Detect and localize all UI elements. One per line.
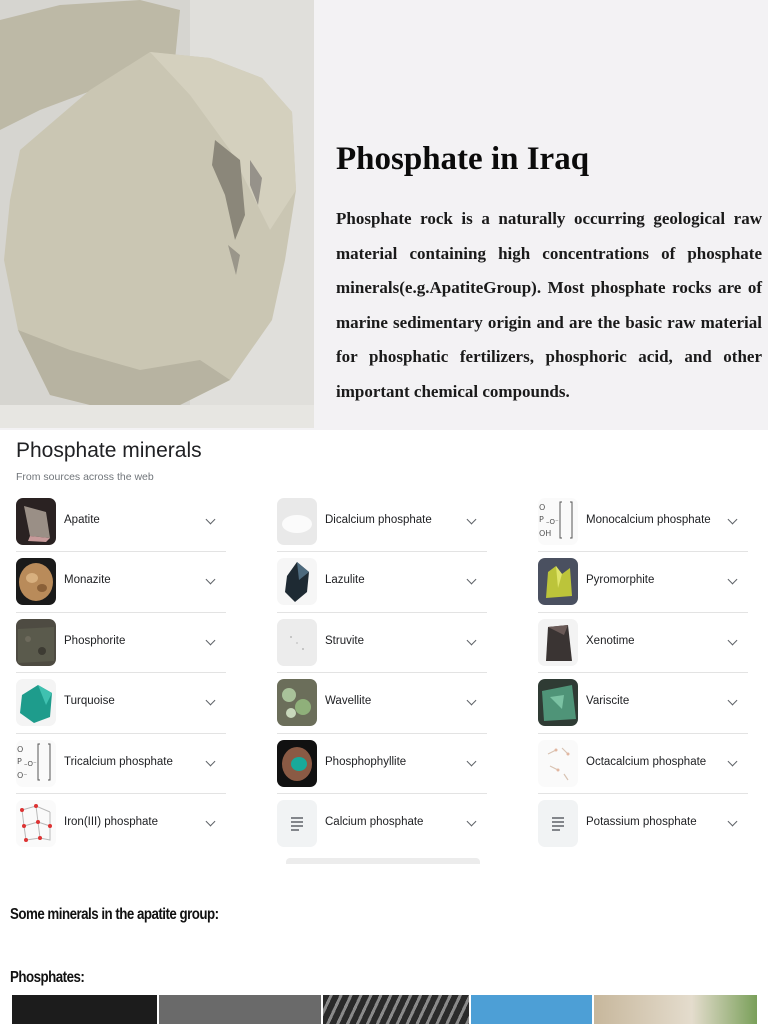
chevron-down-icon[interactable] bbox=[206, 817, 216, 827]
mineral-item[interactable] bbox=[538, 734, 748, 794]
mineral-grid bbox=[16, 492, 750, 852]
chevron-down-icon[interactable] bbox=[467, 515, 477, 525]
phosphate-photo bbox=[323, 995, 469, 1024]
mineral-label: Phosphorite bbox=[64, 634, 126, 647]
mineral-item[interactable] bbox=[538, 794, 748, 854]
rock-illustration bbox=[0, 0, 314, 428]
xenotime-thumbnail bbox=[538, 619, 578, 666]
show-more-bar[interactable] bbox=[286, 858, 480, 864]
mineral-item[interactable] bbox=[277, 613, 487, 673]
phosphorite-thumbnail bbox=[16, 619, 56, 666]
mineral-item[interactable] bbox=[538, 673, 748, 733]
variscite-thumbnail bbox=[538, 679, 578, 726]
tricalcium-phosphate-structure-icon bbox=[16, 740, 56, 787]
mineral-item[interactable] bbox=[538, 552, 748, 612]
hero-text bbox=[336, 138, 762, 409]
svg-text:–O⁻: –O⁻ bbox=[546, 518, 559, 526]
mineral-item[interactable] bbox=[538, 492, 748, 552]
mineral-column-3 bbox=[538, 492, 748, 854]
svg-text:O⁻: O⁻ bbox=[17, 770, 28, 780]
svg-text:–O⁻: –O⁻ bbox=[24, 759, 37, 768]
document-icon bbox=[538, 800, 578, 847]
mineral-label: Octacalcium phosphate bbox=[586, 755, 707, 768]
panel-subtitle: From sources across the web bbox=[16, 471, 154, 483]
mineral-label: Turquoise bbox=[64, 695, 115, 708]
chevron-down-icon[interactable] bbox=[467, 817, 477, 827]
mineral-item[interactable] bbox=[277, 794, 487, 854]
document-icon bbox=[277, 800, 317, 847]
mineral-label: Struvite bbox=[325, 634, 364, 647]
mineral-column-2 bbox=[277, 492, 487, 854]
phosphate-photo bbox=[471, 995, 592, 1024]
pyromorphite-thumbnail bbox=[538, 558, 578, 605]
mineral-label: Tricalcium phosphate bbox=[64, 755, 173, 768]
phosphate-photo-strip bbox=[12, 995, 757, 1024]
mineral-item[interactable] bbox=[277, 552, 487, 612]
phosphate-photo bbox=[159, 995, 321, 1024]
page-title: Phosphate in Iraq bbox=[336, 141, 590, 177]
chevron-down-icon[interactable] bbox=[728, 635, 738, 645]
chevron-down-icon[interactable] bbox=[728, 696, 738, 706]
iron-phosphate-lattice-icon bbox=[16, 800, 56, 847]
mineral-item[interactable] bbox=[16, 794, 226, 854]
mineral-label: Pyromorphite bbox=[586, 574, 655, 587]
chevron-down-icon[interactable] bbox=[467, 635, 477, 645]
mineral-item[interactable] bbox=[16, 492, 226, 552]
chevron-down-icon[interactable] bbox=[206, 575, 216, 585]
hero-section bbox=[0, 0, 768, 430]
mineral-label: Wavellite bbox=[325, 695, 372, 708]
phosphate-photo bbox=[12, 995, 157, 1024]
mineral-label: Calcium phosphate bbox=[325, 815, 424, 828]
monazite-thumbnail bbox=[16, 558, 56, 605]
mineral-item[interactable] bbox=[16, 734, 226, 794]
dicalcium-phosphate-thumbnail bbox=[277, 498, 317, 545]
chevron-down-icon[interactable] bbox=[206, 696, 216, 706]
monocalcium-phosphate-structure-icon bbox=[538, 498, 578, 545]
svg-text:OH: OH bbox=[539, 529, 552, 538]
chevron-down-icon[interactable] bbox=[728, 575, 738, 585]
hero-description: Phosphate rock is a naturally occurring geological raw material containing high concentrations of phosphate minerals(e.g.ApatiteGroup). Most phosphate rocks are of marine sedimentary origin and are the basic raw material for phosphatic fertilizers, phosphoric acid, and other important chemical compounds. bbox=[336, 209, 762, 401]
mineral-item[interactable] bbox=[16, 673, 226, 733]
mineral-label: Xenotime bbox=[586, 634, 635, 647]
mineral-label: Monazite bbox=[64, 574, 111, 587]
mineral-label: Iron(III) phosphate bbox=[64, 815, 158, 828]
mineral-label: Phosphophyllite bbox=[325, 755, 407, 768]
struvite-thumbnail bbox=[277, 619, 317, 666]
mineral-label: Apatite bbox=[64, 514, 100, 526]
apatite-thumbnail bbox=[16, 498, 56, 545]
chevron-down-icon[interactable] bbox=[206, 635, 216, 645]
mineral-item[interactable] bbox=[16, 613, 226, 673]
svg-text:O: O bbox=[539, 503, 546, 512]
svg-text:P: P bbox=[17, 756, 22, 766]
mineral-item[interactable] bbox=[277, 673, 487, 733]
chevron-down-icon[interactable] bbox=[206, 756, 216, 766]
mineral-column-1 bbox=[16, 492, 226, 854]
mineral-label: Variscite bbox=[586, 695, 630, 708]
chevron-down-icon[interactable] bbox=[728, 756, 738, 766]
turquoise-thumbnail bbox=[16, 679, 56, 726]
octacalcium-phosphate-structure-icon bbox=[538, 740, 578, 787]
svg-text:O: O bbox=[17, 744, 24, 754]
panel-title: Phosphate minerals bbox=[16, 439, 202, 462]
phosphates-heading: Phosphates: bbox=[10, 969, 85, 986]
chevron-down-icon[interactable] bbox=[467, 756, 477, 766]
chevron-down-icon[interactable] bbox=[728, 817, 738, 827]
mineral-label: Monocalcium phosphate bbox=[586, 514, 711, 526]
chevron-down-icon[interactable] bbox=[467, 575, 477, 585]
wavellite-thumbnail bbox=[277, 679, 317, 726]
mineral-label: Lazulite bbox=[325, 574, 365, 587]
mineral-label: Potassium phosphate bbox=[586, 815, 697, 828]
mineral-item[interactable] bbox=[16, 552, 226, 612]
mineral-item[interactable] bbox=[538, 613, 748, 673]
lazulite-thumbnail bbox=[277, 558, 317, 605]
svg-text:P: P bbox=[539, 515, 544, 524]
chevron-down-icon[interactable] bbox=[728, 515, 738, 525]
phosphate-photo bbox=[594, 995, 757, 1024]
phosphophyllite-thumbnail bbox=[277, 740, 317, 787]
chevron-down-icon[interactable] bbox=[467, 696, 477, 706]
mineral-label: Dicalcium phosphate bbox=[325, 514, 432, 526]
apatite-group-heading: Some minerals in the apatite group: bbox=[10, 906, 219, 923]
mineral-item[interactable] bbox=[277, 734, 487, 794]
mineral-item[interactable] bbox=[277, 492, 487, 552]
phosphate-rock-photo bbox=[0, 0, 314, 428]
chevron-down-icon[interactable] bbox=[206, 515, 216, 525]
